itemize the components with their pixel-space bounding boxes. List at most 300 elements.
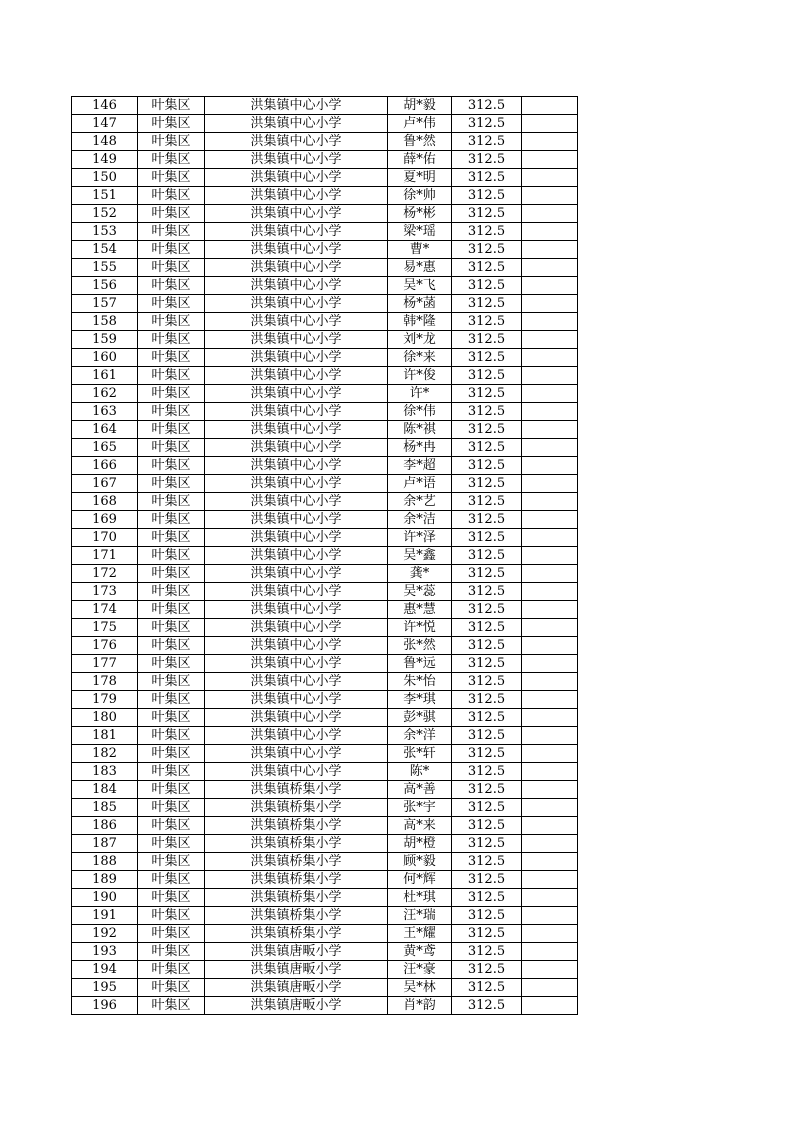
row-number-cell: 171 — [72, 547, 138, 565]
score-cell: 312.5 — [452, 277, 522, 295]
row-number-cell: 147 — [72, 115, 138, 133]
remark-cell — [522, 475, 578, 493]
remark-cell — [522, 331, 578, 349]
student-name-cell: 朱*怡 — [388, 673, 452, 691]
school-cell: 洪集镇中心小学 — [205, 133, 388, 151]
student-name-cell: 吴*林 — [388, 979, 452, 997]
table-row — [72, 151, 578, 169]
row-number-cell: 154 — [72, 241, 138, 259]
school-cell: 洪集镇中心小学 — [205, 115, 388, 133]
remark-cell — [522, 385, 578, 403]
district-cell: 叶集区 — [138, 601, 205, 619]
score-cell: 312.5 — [452, 961, 522, 979]
school-cell: 洪集镇中心小学 — [205, 727, 388, 745]
remark-cell — [522, 529, 578, 547]
row-number-cell: 156 — [72, 277, 138, 295]
row-number-cell: 190 — [72, 889, 138, 907]
row-number-cell: 193 — [72, 943, 138, 961]
district-cell: 叶集区 — [138, 493, 205, 511]
district-cell: 叶集区 — [138, 295, 205, 313]
row-number-cell: 166 — [72, 457, 138, 475]
row-number-cell: 159 — [72, 331, 138, 349]
table-row — [72, 745, 578, 763]
row-number-cell: 161 — [72, 367, 138, 385]
remark-cell — [522, 151, 578, 169]
district-cell: 叶集区 — [138, 97, 205, 115]
school-cell: 洪集镇中心小学 — [205, 205, 388, 223]
row-number-cell: 189 — [72, 871, 138, 889]
student-name-cell: 易*惠 — [388, 259, 452, 277]
district-cell: 叶集区 — [138, 907, 205, 925]
student-name-cell: 许*俊 — [388, 367, 452, 385]
table-row — [72, 187, 578, 205]
table-row — [72, 97, 578, 115]
table-row — [72, 403, 578, 421]
table-row — [72, 817, 578, 835]
school-cell: 洪集镇中心小学 — [205, 529, 388, 547]
student-name-cell: 刘*龙 — [388, 331, 452, 349]
row-number-cell: 173 — [72, 583, 138, 601]
student-name-cell: 高*善 — [388, 781, 452, 799]
remark-cell — [522, 115, 578, 133]
district-cell: 叶集区 — [138, 187, 205, 205]
district-cell: 叶集区 — [138, 781, 205, 799]
score-cell: 312.5 — [452, 745, 522, 763]
school-cell: 洪集镇中心小学 — [205, 223, 388, 241]
score-cell: 312.5 — [452, 781, 522, 799]
district-cell: 叶集区 — [138, 529, 205, 547]
row-number-cell: 164 — [72, 421, 138, 439]
row-number-cell: 162 — [72, 385, 138, 403]
student-name-cell: 陈*祺 — [388, 421, 452, 439]
school-cell: 洪集镇中心小学 — [205, 259, 388, 277]
row-number-cell: 176 — [72, 637, 138, 655]
remark-cell — [522, 313, 578, 331]
table-row — [72, 169, 578, 187]
district-cell: 叶集区 — [138, 313, 205, 331]
table-row — [72, 763, 578, 781]
table-row — [72, 259, 578, 277]
row-number-cell: 151 — [72, 187, 138, 205]
remark-cell — [522, 925, 578, 943]
row-number-cell: 155 — [72, 259, 138, 277]
table-row — [72, 835, 578, 853]
school-cell: 洪集镇中心小学 — [205, 187, 388, 205]
score-cell: 312.5 — [452, 889, 522, 907]
remark-cell — [522, 493, 578, 511]
results-table-body — [72, 97, 578, 1015]
row-number-cell: 170 — [72, 529, 138, 547]
district-cell: 叶集区 — [138, 367, 205, 385]
table-row — [72, 313, 578, 331]
district-cell: 叶集区 — [138, 925, 205, 943]
row-number-cell: 186 — [72, 817, 138, 835]
student-name-cell: 李*超 — [388, 457, 452, 475]
district-cell: 叶集区 — [138, 655, 205, 673]
remark-cell — [522, 205, 578, 223]
remark-cell — [522, 727, 578, 745]
score-cell: 312.5 — [452, 871, 522, 889]
score-cell: 312.5 — [452, 493, 522, 511]
school-cell: 洪集镇中心小学 — [205, 709, 388, 727]
table-row — [72, 997, 578, 1015]
row-number-cell: 149 — [72, 151, 138, 169]
score-cell: 312.5 — [452, 583, 522, 601]
student-name-cell: 许* — [388, 385, 452, 403]
school-cell: 洪集镇中心小学 — [205, 691, 388, 709]
student-name-cell: 许*泽 — [388, 529, 452, 547]
row-number-cell: 163 — [72, 403, 138, 421]
remark-cell — [522, 979, 578, 997]
school-cell: 洪集镇中心小学 — [205, 241, 388, 259]
student-name-cell: 卢*伟 — [388, 115, 452, 133]
student-name-cell: 汪*瑞 — [388, 907, 452, 925]
score-cell: 312.5 — [452, 385, 522, 403]
remark-cell — [522, 187, 578, 205]
score-cell: 312.5 — [452, 187, 522, 205]
school-cell: 洪集镇中心小学 — [205, 403, 388, 421]
school-cell: 洪集镇桥集小学 — [205, 871, 388, 889]
row-number-cell: 178 — [72, 673, 138, 691]
table-row — [72, 493, 578, 511]
row-number-cell: 180 — [72, 709, 138, 727]
table-row — [72, 961, 578, 979]
score-cell: 312.5 — [452, 835, 522, 853]
table-row — [72, 673, 578, 691]
district-cell: 叶集区 — [138, 277, 205, 295]
school-cell: 洪集镇中心小学 — [205, 601, 388, 619]
remark-cell — [522, 817, 578, 835]
remark-cell — [522, 799, 578, 817]
table-row — [72, 907, 578, 925]
school-cell: 洪集镇中心小学 — [205, 565, 388, 583]
district-cell: 叶集区 — [138, 745, 205, 763]
district-cell: 叶集区 — [138, 583, 205, 601]
remark-cell — [522, 889, 578, 907]
remark-cell — [522, 277, 578, 295]
row-number-cell: 185 — [72, 799, 138, 817]
row-number-cell: 157 — [72, 295, 138, 313]
remark-cell — [522, 223, 578, 241]
row-number-cell: 165 — [72, 439, 138, 457]
remark-cell — [522, 295, 578, 313]
table-row — [72, 241, 578, 259]
school-cell: 洪集镇中心小学 — [205, 673, 388, 691]
remark-cell — [522, 871, 578, 889]
remark-cell — [522, 907, 578, 925]
school-cell: 洪集镇桥集小学 — [205, 889, 388, 907]
school-cell: 洪集镇中心小学 — [205, 277, 388, 295]
score-cell: 312.5 — [452, 439, 522, 457]
student-name-cell: 徐*帅 — [388, 187, 452, 205]
student-name-cell: 薛*佑 — [388, 151, 452, 169]
score-cell: 312.5 — [452, 565, 522, 583]
district-cell: 叶集区 — [138, 115, 205, 133]
student-name-cell: 张*轩 — [388, 745, 452, 763]
district-cell: 叶集区 — [138, 673, 205, 691]
district-cell: 叶集区 — [138, 709, 205, 727]
district-cell: 叶集区 — [138, 979, 205, 997]
table-row — [72, 457, 578, 475]
score-cell: 312.5 — [452, 115, 522, 133]
student-name-cell: 鲁*然 — [388, 133, 452, 151]
score-cell: 312.5 — [452, 259, 522, 277]
table-row — [72, 133, 578, 151]
row-number-cell: 182 — [72, 745, 138, 763]
score-cell: 312.5 — [452, 205, 522, 223]
table-row — [72, 925, 578, 943]
remark-cell — [522, 421, 578, 439]
student-name-cell: 韩*隆 — [388, 313, 452, 331]
table-row — [72, 385, 578, 403]
score-cell: 312.5 — [452, 511, 522, 529]
remark-cell — [522, 853, 578, 871]
remark-cell — [522, 745, 578, 763]
school-cell: 洪集镇中心小学 — [205, 637, 388, 655]
school-cell: 洪集镇中心小学 — [205, 169, 388, 187]
remark-cell — [522, 673, 578, 691]
district-cell: 叶集区 — [138, 943, 205, 961]
table-row — [72, 205, 578, 223]
score-cell: 312.5 — [452, 979, 522, 997]
district-cell: 叶集区 — [138, 259, 205, 277]
table-row — [72, 277, 578, 295]
remark-cell — [522, 565, 578, 583]
row-number-cell: 146 — [72, 97, 138, 115]
table-row — [72, 583, 578, 601]
score-cell: 312.5 — [452, 223, 522, 241]
school-cell: 洪集镇桥集小学 — [205, 799, 388, 817]
district-cell: 叶集区 — [138, 961, 205, 979]
row-number-cell: 169 — [72, 511, 138, 529]
row-number-cell: 184 — [72, 781, 138, 799]
score-cell: 312.5 — [452, 907, 522, 925]
remark-cell — [522, 583, 578, 601]
score-cell: 312.5 — [452, 133, 522, 151]
district-cell: 叶集区 — [138, 403, 205, 421]
remark-cell — [522, 97, 578, 115]
score-cell: 312.5 — [452, 241, 522, 259]
school-cell: 洪集镇中心小学 — [205, 151, 388, 169]
row-number-cell: 181 — [72, 727, 138, 745]
score-cell: 312.5 — [452, 655, 522, 673]
row-number-cell: 195 — [72, 979, 138, 997]
table-row — [72, 223, 578, 241]
remark-cell — [522, 601, 578, 619]
district-cell: 叶集区 — [138, 421, 205, 439]
student-name-cell: 胡*毅 — [388, 97, 452, 115]
school-cell: 洪集镇中心小学 — [205, 295, 388, 313]
table-row — [72, 601, 578, 619]
student-name-cell: 汪*豪 — [388, 961, 452, 979]
student-name-cell: 吴*飞 — [388, 277, 452, 295]
remark-cell — [522, 349, 578, 367]
row-number-cell: 174 — [72, 601, 138, 619]
school-cell: 洪集镇中心小学 — [205, 655, 388, 673]
score-cell: 312.5 — [452, 367, 522, 385]
student-name-cell: 胡*橙 — [388, 835, 452, 853]
table-row — [72, 727, 578, 745]
row-number-cell: 153 — [72, 223, 138, 241]
school-cell: 洪集镇桥集小学 — [205, 907, 388, 925]
student-name-cell: 张*宇 — [388, 799, 452, 817]
score-cell: 312.5 — [452, 349, 522, 367]
school-cell: 洪集镇桥集小学 — [205, 781, 388, 799]
score-cell: 312.5 — [452, 601, 522, 619]
remark-cell — [522, 439, 578, 457]
school-cell: 洪集镇中心小学 — [205, 763, 388, 781]
table-row — [72, 511, 578, 529]
score-cell: 312.5 — [452, 763, 522, 781]
table-row — [72, 565, 578, 583]
remark-cell — [522, 709, 578, 727]
district-cell: 叶集区 — [138, 439, 205, 457]
student-name-cell: 卢*语 — [388, 475, 452, 493]
row-number-cell: 150 — [72, 169, 138, 187]
school-cell: 洪集镇桥集小学 — [205, 835, 388, 853]
table-row — [72, 871, 578, 889]
score-cell: 312.5 — [452, 421, 522, 439]
school-cell: 洪集镇中心小学 — [205, 385, 388, 403]
district-cell: 叶集区 — [138, 223, 205, 241]
score-cell: 312.5 — [452, 799, 522, 817]
remark-cell — [522, 367, 578, 385]
score-cell: 312.5 — [452, 475, 522, 493]
remark-cell — [522, 619, 578, 637]
row-number-cell: 187 — [72, 835, 138, 853]
table-row — [72, 655, 578, 673]
table-row — [72, 691, 578, 709]
student-name-cell: 陈* — [388, 763, 452, 781]
student-name-cell: 龚* — [388, 565, 452, 583]
remark-cell — [522, 961, 578, 979]
student-name-cell: 吴*蕊 — [388, 583, 452, 601]
district-cell: 叶集区 — [138, 385, 205, 403]
table-row — [72, 295, 578, 313]
student-name-cell: 余*洁 — [388, 511, 452, 529]
student-name-cell: 吴*鑫 — [388, 547, 452, 565]
school-cell: 洪集镇中心小学 — [205, 349, 388, 367]
row-number-cell: 188 — [72, 853, 138, 871]
remark-cell — [522, 655, 578, 673]
district-cell: 叶集区 — [138, 133, 205, 151]
score-cell: 312.5 — [452, 997, 522, 1015]
school-cell: 洪集镇唐畈小学 — [205, 943, 388, 961]
student-name-cell: 何*辉 — [388, 871, 452, 889]
district-cell: 叶集区 — [138, 331, 205, 349]
row-number-cell: 168 — [72, 493, 138, 511]
school-cell: 洪集镇中心小学 — [205, 367, 388, 385]
row-number-cell: 191 — [72, 907, 138, 925]
school-cell: 洪集镇中心小学 — [205, 97, 388, 115]
table-row — [72, 619, 578, 637]
student-name-cell: 李*琪 — [388, 691, 452, 709]
table-row — [72, 547, 578, 565]
student-name-cell: 高*来 — [388, 817, 452, 835]
score-cell: 312.5 — [452, 943, 522, 961]
student-name-cell: 徐*伟 — [388, 403, 452, 421]
score-cell: 312.5 — [452, 295, 522, 313]
student-name-cell: 惠*慧 — [388, 601, 452, 619]
school-cell: 洪集镇唐畈小学 — [205, 979, 388, 997]
score-cell: 312.5 — [452, 817, 522, 835]
remark-cell — [522, 691, 578, 709]
score-cell: 312.5 — [452, 709, 522, 727]
school-cell: 洪集镇桥集小学 — [205, 817, 388, 835]
district-cell: 叶集区 — [138, 565, 205, 583]
score-cell: 312.5 — [452, 637, 522, 655]
score-cell: 312.5 — [452, 691, 522, 709]
district-cell: 叶集区 — [138, 799, 205, 817]
remark-cell — [522, 259, 578, 277]
student-name-cell: 余*艺 — [388, 493, 452, 511]
district-cell: 叶集区 — [138, 871, 205, 889]
row-number-cell: 160 — [72, 349, 138, 367]
student-name-cell: 王*耀 — [388, 925, 452, 943]
school-cell: 洪集镇桥集小学 — [205, 925, 388, 943]
district-cell: 叶集区 — [138, 889, 205, 907]
row-number-cell: 192 — [72, 925, 138, 943]
school-cell: 洪集镇中心小学 — [205, 331, 388, 349]
score-cell: 312.5 — [452, 619, 522, 637]
score-cell: 312.5 — [452, 457, 522, 475]
table-row — [72, 439, 578, 457]
school-cell: 洪集镇中心小学 — [205, 619, 388, 637]
row-number-cell: 175 — [72, 619, 138, 637]
school-cell: 洪集镇唐畈小学 — [205, 997, 388, 1015]
table-row — [72, 799, 578, 817]
row-number-cell: 158 — [72, 313, 138, 331]
district-cell: 叶集区 — [138, 475, 205, 493]
student-name-cell: 曹* — [388, 241, 452, 259]
student-name-cell: 鲁*远 — [388, 655, 452, 673]
table-row — [72, 421, 578, 439]
row-number-cell: 177 — [72, 655, 138, 673]
student-name-cell: 夏*明 — [388, 169, 452, 187]
school-cell: 洪集镇桥集小学 — [205, 853, 388, 871]
table-row — [72, 979, 578, 997]
student-name-cell: 彭*骐 — [388, 709, 452, 727]
district-cell: 叶集区 — [138, 241, 205, 259]
table-row — [72, 637, 578, 655]
district-cell: 叶集区 — [138, 511, 205, 529]
student-name-cell: 梁*瑶 — [388, 223, 452, 241]
district-cell: 叶集区 — [138, 763, 205, 781]
table-row — [72, 709, 578, 727]
district-cell: 叶集区 — [138, 151, 205, 169]
table-row — [72, 115, 578, 133]
student-name-cell: 杨*菡 — [388, 295, 452, 313]
table-row — [72, 529, 578, 547]
district-cell: 叶集区 — [138, 205, 205, 223]
student-name-cell: 徐*来 — [388, 349, 452, 367]
score-cell: 312.5 — [452, 97, 522, 115]
student-name-cell: 杜*琪 — [388, 889, 452, 907]
school-cell: 洪集镇中心小学 — [205, 493, 388, 511]
table-row — [72, 349, 578, 367]
student-name-cell: 许*悦 — [388, 619, 452, 637]
remark-cell — [522, 169, 578, 187]
row-number-cell: 194 — [72, 961, 138, 979]
row-number-cell: 172 — [72, 565, 138, 583]
remark-cell — [522, 997, 578, 1015]
school-cell: 洪集镇唐畈小学 — [205, 961, 388, 979]
district-cell: 叶集区 — [138, 169, 205, 187]
table-row — [72, 781, 578, 799]
row-number-cell: 179 — [72, 691, 138, 709]
remark-cell — [522, 763, 578, 781]
table-row — [72, 367, 578, 385]
